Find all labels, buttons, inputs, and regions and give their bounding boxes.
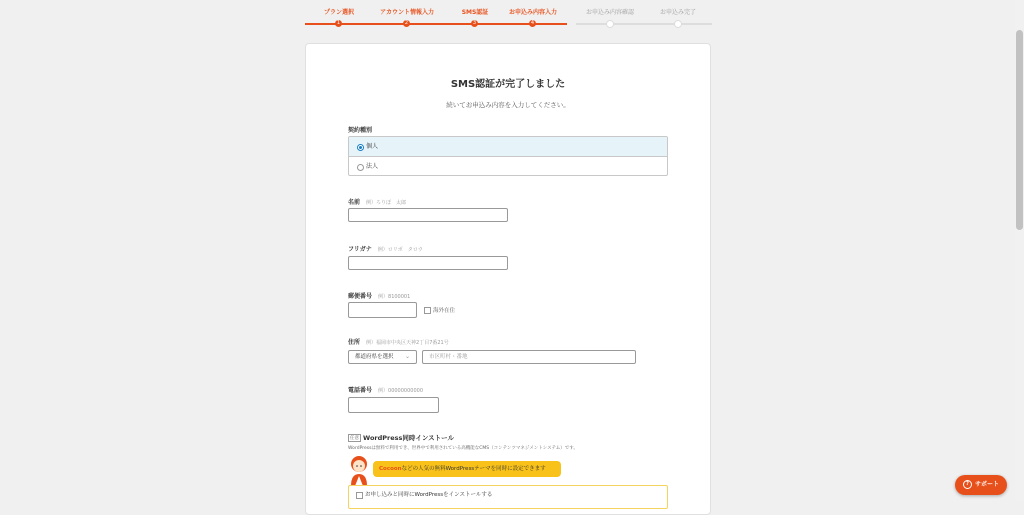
page-subtitle: 続いてお申込み内容を入力してください。 — [446, 101, 570, 109]
city-input[interactable]: 市区町村・番地 — [422, 350, 636, 364]
form-card — [305, 43, 711, 515]
contract-type-group — [348, 136, 668, 176]
contract-option-corporate[interactable] — [349, 156, 667, 176]
name-hint: 例）ろりぽ 太郎 — [366, 200, 407, 206]
furigana-label-text: フリガナ — [348, 246, 372, 253]
postal-label-text: 郵便番号 — [348, 293, 373, 300]
phone-label — [348, 385, 423, 394]
step-confirm — [576, 0, 644, 17]
step-input — [499, 0, 567, 26]
step-dot: 4 — [530, 20, 535, 26]
furigana-label — [348, 244, 423, 253]
step-label: お申込み内容入力 — [508, 9, 557, 16]
step-dot: 2 — [404, 20, 409, 26]
wordpress-title-text: WordPress同時インストール — [363, 434, 455, 442]
step-account — [373, 0, 441, 26]
postal-hint: 例）8100001 — [378, 294, 411, 300]
help-icon: ? — [963, 480, 972, 489]
address-label-text: 住所 — [348, 339, 361, 346]
radio-selected-icon — [357, 144, 364, 151]
contract-option-individual[interactable] — [349, 137, 667, 156]
contract-label: 契約種別 — [348, 127, 373, 134]
support-label: サポート — [974, 481, 999, 488]
step-label: お申込み内容確認 — [585, 9, 634, 16]
wordpress-description: WordPressは無料で利用でき、世界中で利用されている高機能なCMS（コンテンツマネジメントシステム）です。 — [348, 446, 578, 451]
step-label: お申込み完了 — [659, 9, 696, 16]
address-label — [348, 337, 449, 346]
step-dot — [606, 20, 614, 28]
banner-brand: Cocoon — [379, 466, 402, 472]
scrollbar[interactable] — [1015, 0, 1024, 501]
step-complete — [644, 0, 712, 17]
phone-label-text: 電話番号 — [348, 387, 373, 394]
step-label: アカウント情報入力 — [380, 9, 434, 16]
furigana-hint: 例）ロリポ タロウ — [377, 247, 423, 253]
wordpress-title — [348, 433, 454, 442]
wordpress-banner — [373, 461, 561, 477]
postal-input[interactable] — [348, 302, 417, 318]
optional-tag: 任意 — [350, 436, 359, 441]
phone-hint: 例）00000000000 — [378, 388, 424, 394]
address-hint: 例）福岡市中央区天神2丁目7番21号 — [366, 340, 449, 346]
mascot-icon — [346, 454, 372, 486]
name-label — [348, 197, 406, 206]
phone-input[interactable] — [348, 397, 439, 413]
support-button[interactable] — [955, 475, 1007, 495]
overseas-checkbox[interactable] — [424, 307, 431, 314]
radio-unselected-icon — [357, 164, 364, 171]
wordpress-install-checkbox[interactable] — [356, 492, 363, 499]
step-label: SMS認証 — [461, 9, 489, 16]
step-label: プラン選択 — [323, 9, 354, 16]
step-dot: 1 — [336, 20, 341, 26]
name-label-text: 名前 — [348, 199, 361, 206]
step-dot: 3 — [472, 20, 477, 26]
overseas-label: 海外在住 — [433, 308, 456, 314]
name-input[interactable] — [348, 208, 508, 222]
wordpress-install-option[interactable] — [348, 485, 668, 509]
scrollbar-thumb[interactable] — [1016, 30, 1023, 230]
step-plan — [305, 0, 373, 26]
banner-text: などの人気の無料WordPressテーマを同時に設定できます — [401, 466, 546, 472]
wordpress-install-label: お申し込みと同時にWordPressをインストールする — [365, 492, 493, 498]
furigana-input[interactable] — [348, 256, 508, 270]
contract-option-label: 法人 — [366, 163, 379, 170]
page-title: SMS認証が完了しました — [450, 79, 566, 90]
prefecture-select[interactable]: 都道府県を選択 ⌄ — [348, 350, 417, 364]
step-dot — [674, 20, 682, 28]
postal-label — [348, 291, 410, 300]
progress-steps — [305, 0, 715, 32]
contract-option-label: 個人 — [366, 143, 379, 150]
